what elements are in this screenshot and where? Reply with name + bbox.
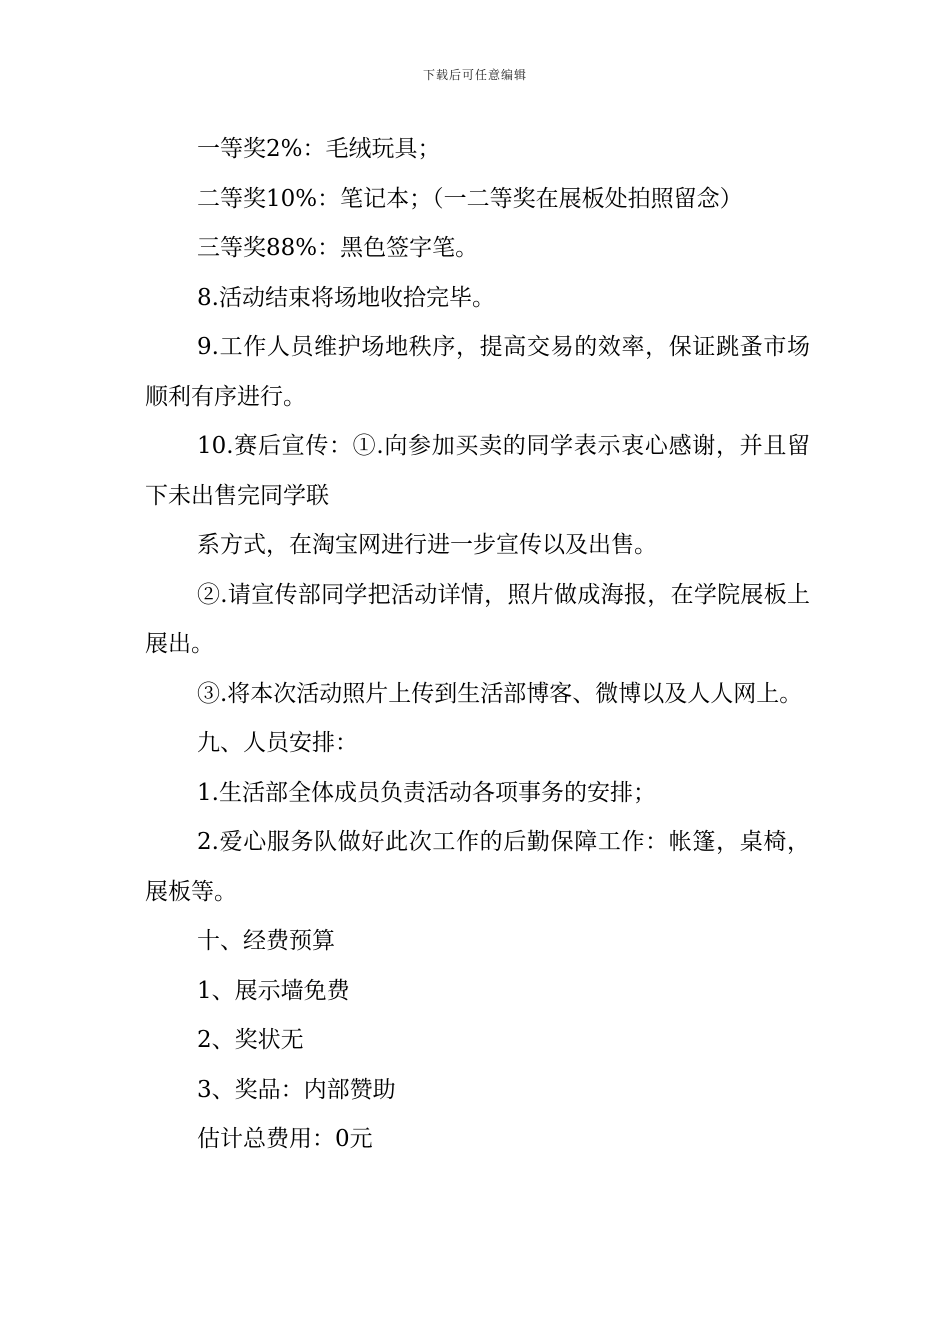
document-body xyxy=(145,125,810,1165)
paragraph-item-8: 8.活动结束将场地收拾完毕。 xyxy=(197,284,495,311)
paragraph-budget-1: 1、展示墙免费 xyxy=(197,977,350,1004)
paragraph-staffing-1: 1.生活部全体成员负责活动各项事务的安排； xyxy=(197,779,656,806)
paragraph-staffing-2: 2.爱心服务队做好此次工作的后勤保障工作：帐篷，桌椅，展板等。 xyxy=(145,829,810,905)
paragraph-prize-second: 二等奖10%：笔记本；（一二等奖在展板处拍照留念） xyxy=(197,185,743,212)
header-note: 下载后可任意编辑 xyxy=(422,68,527,82)
section-heading-staffing: 九、人员安排： xyxy=(197,730,358,756)
paragraph-budget-3: 3、奖品：内部赞助 xyxy=(197,1076,396,1103)
paragraph-item-9: 9.工作人员维护场地秩序，提高交易的效率，保证跳蚤市场顺利有序进行。 xyxy=(145,334,810,410)
paragraph-budget-2: 2、奖状无 xyxy=(197,1027,304,1053)
paragraph-prize-third: 三等奖88%：黑色签字笔。 xyxy=(197,235,479,261)
paragraph-item-10-contact: 系方式，在淘宝网进行进一步宣传以及出售。 xyxy=(197,532,657,558)
paragraph-prize-first: 一等奖2%：毛绒玩具； xyxy=(197,136,441,162)
paragraph-item-10-upload: ③.将本次活动照片上传到生活部博客、微博以及人人网上。 xyxy=(197,680,803,707)
section-heading-budget: 十、经费预算 xyxy=(197,928,335,954)
paragraph-budget-total: 估计总费用：0元 xyxy=(197,1126,373,1152)
paragraph-item-10-poster: ②.请宣传部同学把活动详情，照片做成海报，在学院展板上展出。 xyxy=(145,581,810,657)
paragraph-item-10: 10.赛后宣传：①.向参加买卖的同学表示衷心感谢，并且留下未出售完同学联 xyxy=(145,433,810,509)
